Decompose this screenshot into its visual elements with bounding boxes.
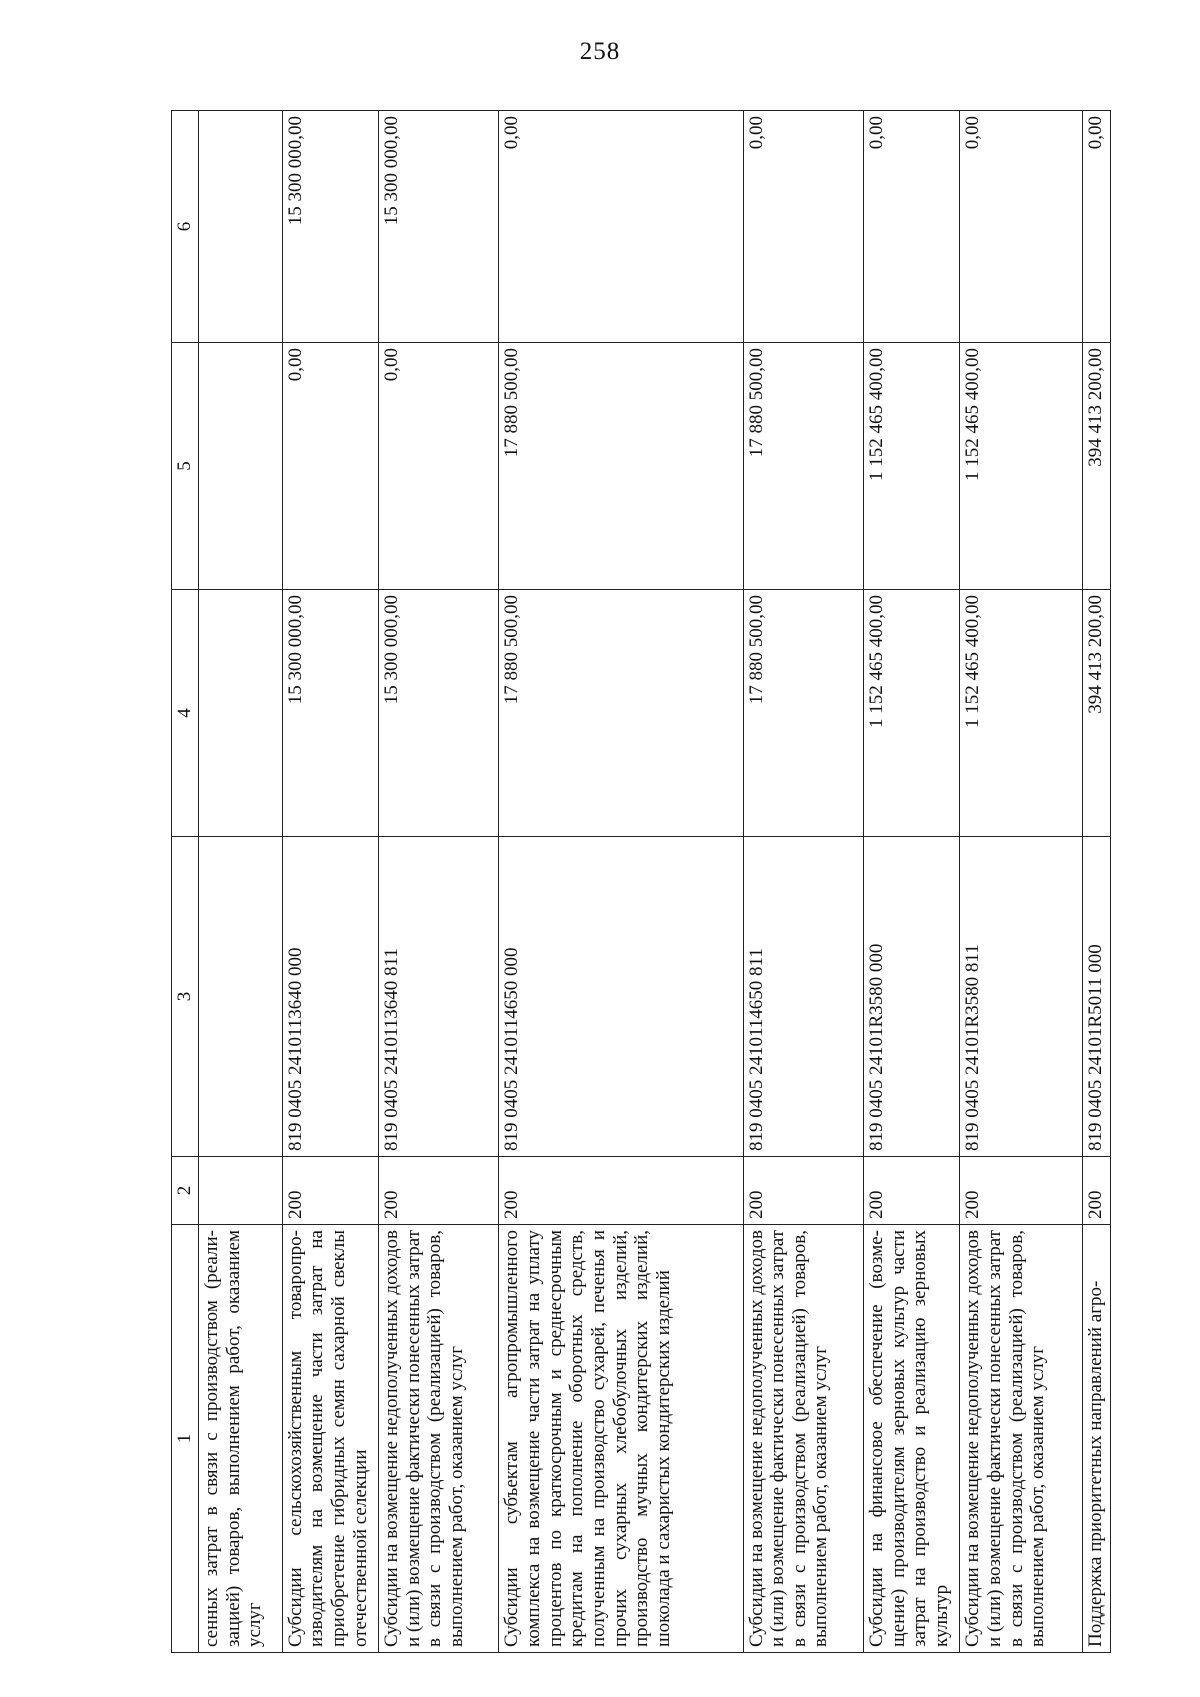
row-description: Субсидии субъектам агропромышленного комплекса на возмещение части затрат на уплату процентов по краткосрочным и среднесрочным кредитам на пополнение оборотных средств, полученным на производство сухарей, печенья и прочих сухарных хлебобулочных изделий, производство мучных кондитерских изделий, шоколада и сахаристых кондитерских изделий bbox=[499, 1225, 743, 1653]
row-col5 bbox=[199, 343, 283, 590]
row-col6: 0,00 bbox=[864, 111, 960, 343]
row-col5: 394 413 200,00 bbox=[1083, 343, 1111, 590]
row-col5: 1 152 465 400,00 bbox=[864, 343, 960, 590]
row-description: Субсидии на финансовое обеспечение (возмещение) производителям зерновых культур части затрат на производство и реализацию зерновых культур bbox=[864, 1225, 960, 1653]
row-description: Субсидии на возмещение недополученных доходов и (или) возмещение фактически понесенных затрат в связи с производством (реализацией) товаров, выполнением работ, оказанием услуг bbox=[960, 1225, 1083, 1653]
row-col4 bbox=[199, 590, 283, 837]
header-col-6: 6 bbox=[172, 111, 199, 343]
row-col6: 15 300 000,00 bbox=[378, 111, 499, 343]
row-col4: 1 152 465 400,00 bbox=[960, 590, 1083, 837]
row-col6: 0,00 bbox=[499, 111, 743, 343]
row-description: Субсидии на возмещение недополученных доходов и (или) возмещение фактически понесенных затрат в связи с производством (реализацией) товаров, выполнением работ, оказанием услуг bbox=[743, 1225, 864, 1653]
row-code: 819 0405 24101R3580 000 bbox=[864, 837, 960, 1157]
row-col2: 200 bbox=[499, 1157, 743, 1225]
table-row bbox=[960, 111, 1083, 1653]
row-code: 819 0405 2410113640 000 bbox=[282, 837, 378, 1157]
row-col4: 15 300 000,00 bbox=[282, 590, 378, 837]
table-row bbox=[1083, 111, 1111, 1653]
row-col2: 200 bbox=[378, 1157, 499, 1225]
rotated-table-frame bbox=[171, 111, 1111, 1653]
row-col5: 0,00 bbox=[378, 343, 499, 590]
row-col5: 17 880 500,00 bbox=[743, 343, 864, 590]
row-col6: 0,00 bbox=[1083, 111, 1111, 343]
row-code: 819 0405 24101R3580 811 bbox=[960, 837, 1083, 1157]
header-col-1: 1 bbox=[172, 1225, 199, 1653]
row-description: сенных затрат в связи с производством (реализацией) товаров, выполнением работ, оказанием услуг bbox=[199, 1225, 283, 1653]
row-col2: 200 bbox=[960, 1157, 1083, 1225]
row-col6 bbox=[199, 111, 283, 343]
table-row bbox=[743, 111, 864, 1653]
row-col4: 1 152 465 400,00 bbox=[864, 590, 960, 837]
row-description: Поддержка приоритетных направлений агро- bbox=[1083, 1225, 1111, 1653]
row-col2: 200 bbox=[743, 1157, 864, 1225]
table-row bbox=[864, 111, 960, 1653]
row-col6: 15 300 000,00 bbox=[282, 111, 378, 343]
row-col4: 17 880 500,00 bbox=[743, 590, 864, 837]
row-col5: 17 880 500,00 bbox=[499, 343, 743, 590]
header-row bbox=[172, 111, 199, 1653]
row-col4: 15 300 000,00 bbox=[378, 590, 499, 837]
row-col2: 200 bbox=[864, 1157, 960, 1225]
header-col-5: 5 bbox=[172, 343, 199, 590]
table-row bbox=[378, 111, 499, 1653]
table-row bbox=[282, 111, 378, 1653]
row-col2: 200 bbox=[282, 1157, 378, 1225]
row-col6: 0,00 bbox=[960, 111, 1083, 343]
table-row bbox=[499, 111, 743, 1653]
row-code bbox=[199, 837, 283, 1157]
header-col-2: 2 bbox=[172, 1157, 199, 1225]
row-code: 819 0405 2410114650 000 bbox=[499, 837, 743, 1157]
table-row bbox=[199, 111, 283, 1653]
header-col-3: 3 bbox=[172, 837, 199, 1157]
row-description: Субсидии на возмещение недополученных доходов и (или) возмещение фактически понесенных затрат в связи с производством (реализацией) товаров, выполнением работ, оказанием услуг bbox=[378, 1225, 499, 1653]
header-col-4: 4 bbox=[172, 590, 199, 837]
budget-table bbox=[171, 110, 1111, 1653]
row-col4: 17 880 500,00 bbox=[499, 590, 743, 837]
row-code: 819 0405 2410113640 811 bbox=[378, 837, 499, 1157]
row-col2 bbox=[199, 1157, 283, 1225]
page-number: 258 bbox=[579, 38, 621, 65]
row-col2: 200 bbox=[1083, 1157, 1111, 1225]
row-col6: 0,00 bbox=[743, 111, 864, 343]
row-col4: 394 413 200,00 bbox=[1083, 590, 1111, 837]
row-code: 819 0405 2410114650 811 bbox=[743, 837, 864, 1157]
row-code: 819 0405 24101R5011 000 bbox=[1083, 837, 1111, 1157]
row-description: Субсидии сельскохозяйственным товаропроизводителям на возмещение части затрат на приобретение гибридных семян сахарной свеклы отечественной селекции bbox=[282, 1225, 378, 1653]
row-col5: 1 152 465 400,00 bbox=[960, 343, 1083, 590]
row-col5: 0,00 bbox=[282, 343, 378, 590]
